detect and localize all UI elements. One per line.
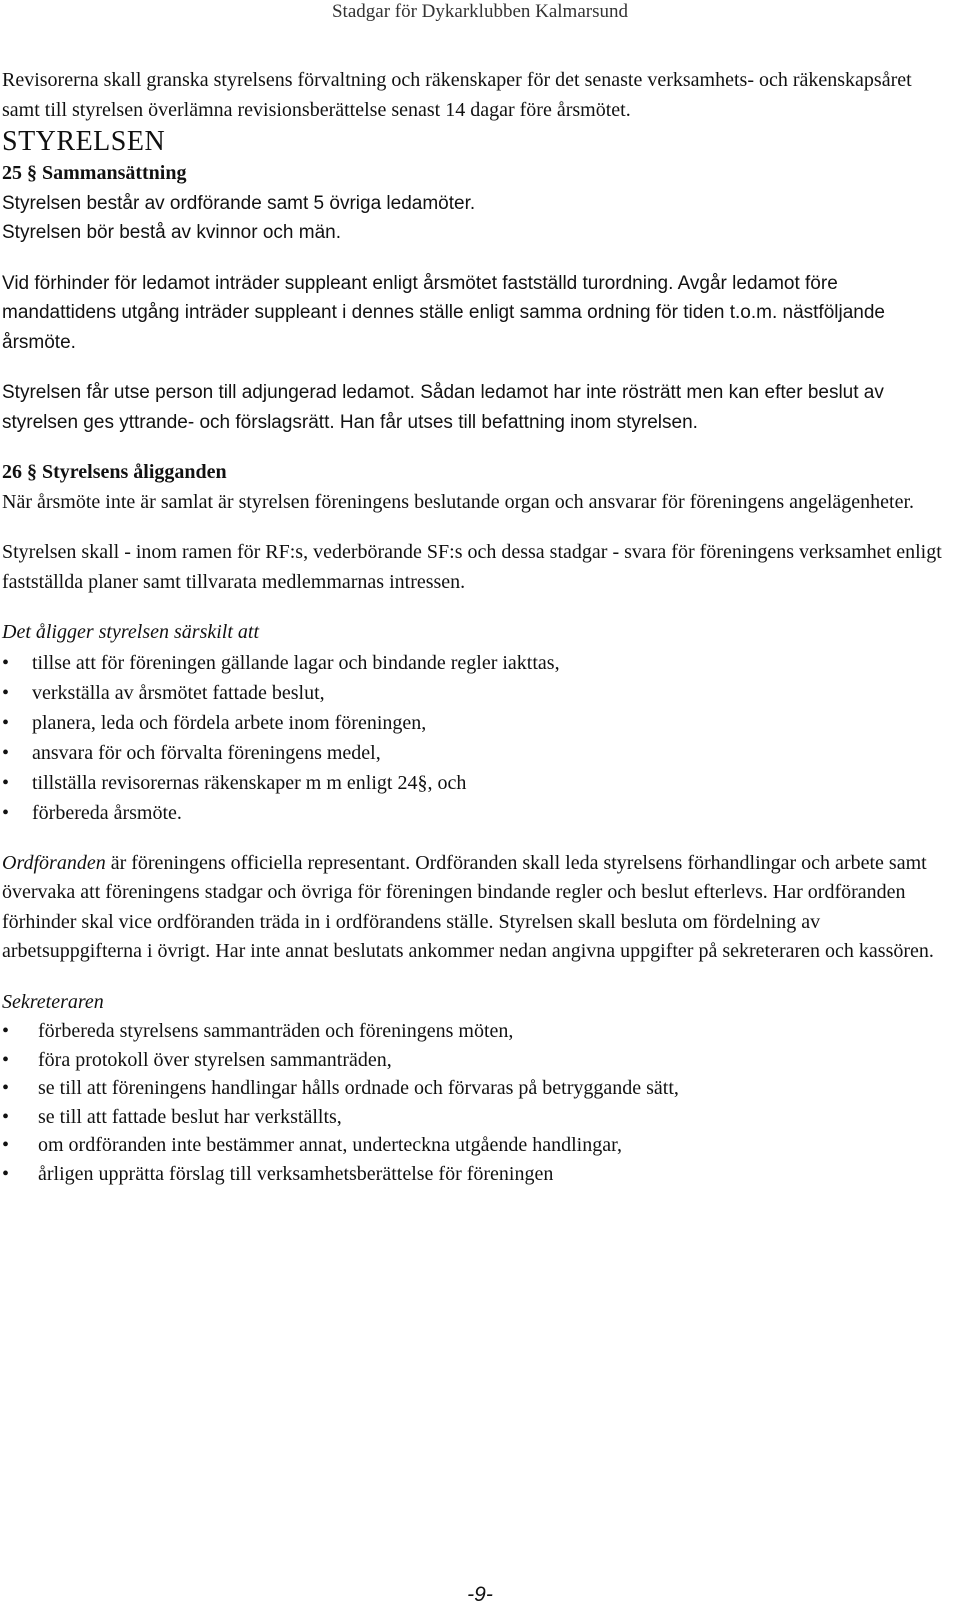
bullet-icon: • — [2, 1020, 10, 1042]
intro-paragraph: Revisorerna skall granska styrelsens förvaltning och räkenskaper för det senaste verksamhets- och räkenskapsåret samt till styrelsen överlämna revisionsberättelse senast 14 dagar före årsmötet. — [2, 69, 912, 121]
list-item-text: tillse att för föreningen gällande lagar och bindande regler iakttas, — [32, 651, 560, 674]
list-item — [2, 1046, 952, 1075]
bullet-icon: • — [2, 1134, 10, 1156]
chair-text: är föreningens officiella representant. Ordföranden skall leda styrelsens förhandlingar och arbete samt övervaka att föreningens stadgar och övriga för föreningen bindande regler och beslut efterlevs. Har ordföranden förhinder skal vice ordföranden träda in i ordförandens ställe. Styrelsen skall besluta om fördelning av arbetsuppgifterna i övrigt. Har inte annat beslutats ankommer nedan angivna uppgifter på sekreteraren och kassören. — [2, 851, 934, 962]
bullet-icon: • — [2, 741, 10, 764]
section-26-paragraph-1: När årsmöte inte är samlat är styrelsen föreningens beslutande organ och ansvarar för föreningens angelägenheter. — [2, 490, 915, 513]
bullet-icon: • — [2, 1048, 10, 1071]
chapter-title: STYRELSEN — [2, 126, 166, 157]
bullet-icon: • — [2, 711, 10, 734]
section-25-paragraph-2: Styrelsen får utse person till adjungerad ledamot. Sådan ledamot har inte rösträtt men kan efter beslut av styrelsen ges yttrande- och förslagsrätt. Han får utses till befattning inom styrelsen. — [2, 382, 884, 433]
bullet-icon: • — [2, 651, 10, 674]
list-item — [2, 648, 952, 678]
list-item-text: verkställa av årsmötet fattade beslut, — [32, 681, 325, 704]
list-item-text: planera, leda och fördela arbete inom föreningen, — [32, 711, 427, 734]
bullet-icon: • — [2, 1105, 10, 1128]
secretary-duties-list — [2, 1017, 952, 1188]
list-item-text: förbereda årsmöte. — [32, 801, 182, 824]
bullet-icon: • — [2, 771, 10, 794]
list-item — [2, 1131, 952, 1160]
list-item — [2, 798, 952, 828]
list-item — [2, 708, 952, 738]
list-item-text: årligen upprätta förslag till verksamhetsberättelse för föreningen — [38, 1162, 554, 1185]
section-25-paragraph-1: Vid förhinder för ledamot inträder suppleant enligt årsmötet fastställd turordning. Avgår ledamot före mandattidens utgång inträder suppleant i dennes ställe enligt samma ordning för tiden t.o.m. nästföljande årsmöte. — [2, 272, 885, 353]
section-25-line-2: Styrelsen bör bestå av kvinnor och män. — [2, 222, 342, 243]
list-item — [2, 1017, 952, 1046]
list-item — [2, 1074, 952, 1103]
duties-label: Det åligger styrelsen särskilt att — [2, 621, 260, 643]
bullet-icon: • — [2, 1077, 10, 1099]
list-item-text: ansvara för och förvalta föreningens medel, — [32, 741, 381, 764]
duties-list — [2, 648, 952, 828]
section-25-heading: 25 § Sammansättning — [2, 162, 187, 184]
chair-label: Ordföranden — [2, 851, 106, 874]
page-number: -9- — [467, 1583, 493, 1606]
document-body — [2, 66, 952, 1188]
chair-paragraph — [2, 849, 952, 967]
list-item — [2, 1103, 952, 1132]
list-item — [2, 678, 952, 708]
list-item-text: förbereda styrelsens sammanträden och föreningens möten, — [38, 1020, 514, 1042]
bullet-icon: • — [2, 681, 10, 704]
list-item-text: om ordföranden inte bestämmer annat, underteckna utgående handlingar, — [38, 1134, 622, 1156]
list-item — [2, 738, 952, 768]
list-item — [2, 768, 952, 798]
list-item-text: tillställa revisorernas räkenskaper m m enligt 24§, och — [32, 771, 467, 794]
bullet-icon: • — [2, 1162, 10, 1185]
section-25-line-1: Styrelsen består av ordförande samt 5 övriga ledamöter. — [2, 192, 476, 214]
list-item-text: se till att föreningens handlingar hålls ordnade och förvaras på betryggande sätt, — [38, 1077, 679, 1099]
section-26-paragraph-2: Styrelsen skall - inom ramen för RF:s, vederbörande SF:s och dessa stadgar - svara för föreningens verksamhet enligt fastställda planer samt tillvarata medlemmarnas intressen. — [2, 541, 942, 593]
running-header: Stadgar för Dykarklubben Kalmarsund — [331, 1, 628, 22]
bullet-icon: • — [2, 801, 10, 824]
list-item-text: se till att fattade beslut har verkställts, — [38, 1105, 342, 1128]
secretary-label: Sekreteraren — [2, 990, 104, 1013]
section-26-heading: 26 § Styrelsens åligganden — [2, 461, 227, 483]
list-item-text: föra protokoll över styrelsen sammanträden, — [38, 1048, 392, 1071]
list-item — [2, 1160, 952, 1189]
